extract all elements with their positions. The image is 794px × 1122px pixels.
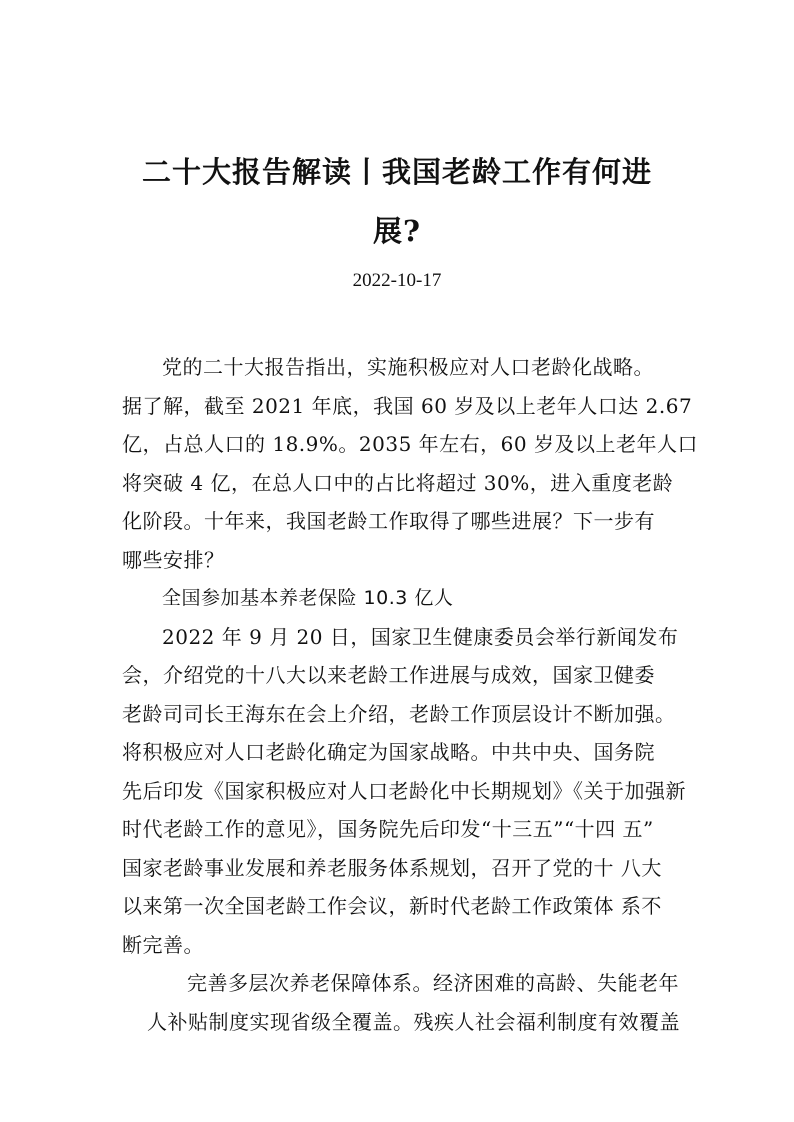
article-title-line-1: 二十大报告解读丨我国老龄工作有何进 bbox=[141, 155, 652, 189]
body-line-11: 先后印发《国家积极应对人口老龄化中长期规划》《关于加强新 bbox=[122, 779, 686, 803]
body-line-6: 哪些安排？ bbox=[122, 548, 225, 572]
body-line-8: 会，介绍党的十八大以来老龄工作进展与成效，国家卫健委 bbox=[122, 663, 655, 687]
body-line-17: 人补贴制度实现省级全覆盖。残疾人社会福利制度有效覆盖 bbox=[147, 1010, 680, 1034]
body-line-13: 国家老龄事业发展和养老服务体系规划，召开了党的十 八大 bbox=[122, 856, 662, 880]
body-line-12: 时代老龄工作的意见》，国务院先后印发“十三五”“十四 五” bbox=[122, 817, 654, 841]
section-heading: 全国参加基本养老保险 10.3 亿人 bbox=[162, 587, 454, 609]
body-line-7: 2022 年 9 月 20 日，国家卫生健康委员会举行新闻发布 bbox=[162, 625, 679, 649]
body-line-5: 化阶段。十年来，我国老龄工作取得了哪些进展？下一步有 bbox=[122, 509, 655, 533]
body-line-1: 党的二十大报告指出，实施积极应对人口老龄化战略。 bbox=[162, 355, 654, 379]
body-line-2: 据了解，截至 2021 年底，我国 60 岁及以上老年人口达 2.67 bbox=[122, 394, 693, 418]
body-line-3: 亿，占总人口的 18.9%。2035 年左右，60 岁及以上老年人口 bbox=[122, 432, 698, 456]
body-line-10: 将积极应对人口老龄化确定为国家战略。中共中央、国务院 bbox=[122, 740, 655, 764]
body-line-14: 以来第一次全国老龄工作会议，新时代老龄工作政策体 系不 bbox=[122, 894, 662, 918]
body-line-15: 断完善。 bbox=[122, 933, 204, 957]
body-line-9: 老龄司司长王海东在会上介绍，老龄工作顶层设计不断加强。 bbox=[122, 702, 676, 726]
body-line-4: 将突破 4 亿，在总人口中的占比将超过 30%，进入重度老龄 bbox=[122, 471, 674, 495]
article-title-line-2: 展? bbox=[373, 214, 421, 248]
publish-date: 2022-10-17 bbox=[352, 270, 442, 291]
body-line-16: 完善多层次养老保障体系。经济困难的高龄、失能老年 bbox=[187, 971, 679, 995]
